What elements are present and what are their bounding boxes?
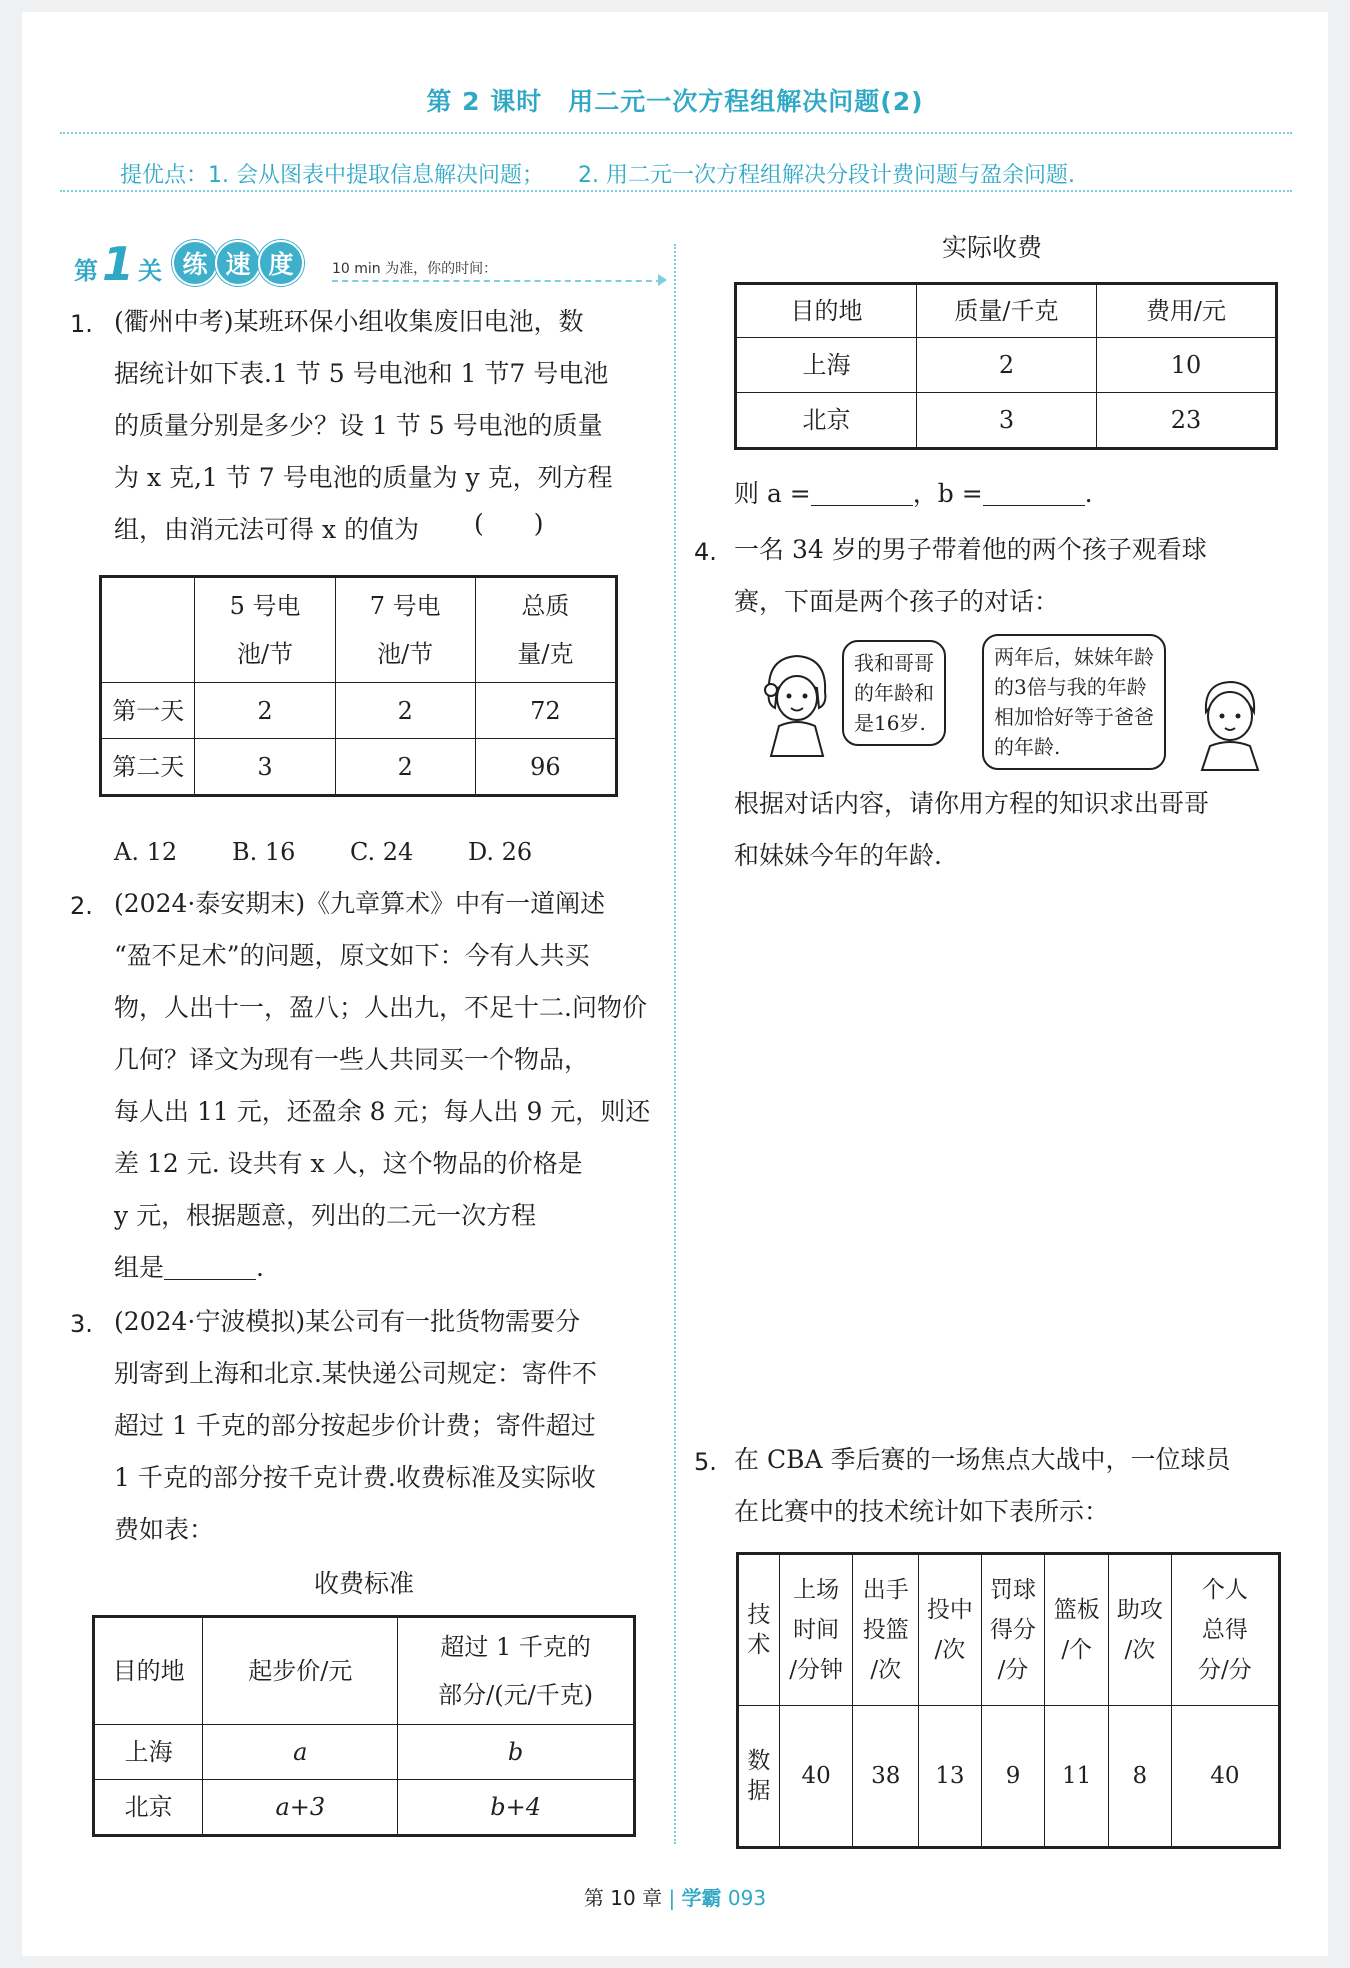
question-number: 2. xyxy=(70,892,93,920)
answer-blank-b[interactable] xyxy=(983,475,1085,506)
workbook-page xyxy=(22,12,1328,1956)
table-cell: 40 xyxy=(779,1706,853,1848)
question-number: 5. xyxy=(694,1448,717,1476)
choice-c[interactable]: C. 24 xyxy=(350,838,414,866)
table-cell: 上海 xyxy=(94,1725,203,1780)
table-cell: 2 xyxy=(335,739,475,796)
q2-line: (2024·泰安期末)《九章算术》中有一道阐述 xyxy=(114,889,606,918)
battery-table xyxy=(99,575,618,797)
table-header-cell: 总质 量/克 xyxy=(475,577,616,683)
q1-line: 的质量分别是多少？设 1 节 5 号电池的质量 xyxy=(114,411,603,440)
choice-d[interactable]: D. 26 xyxy=(468,838,533,866)
q3-line: (2024·宁波模拟)某公司有一批货物需要分 xyxy=(114,1307,581,1336)
table-cell: 72 xyxy=(475,683,616,739)
table-cell: 2 xyxy=(335,683,475,739)
q3-answer-line: 则 a = ，b = . xyxy=(734,474,1093,510)
q1-line: 据统计如下表.1 节 5 号电池和 1 节7 号电池 xyxy=(114,359,609,388)
q1-line: 为 x 克,1 节 7 号电池的质量为 y 克，列方程 xyxy=(114,463,613,492)
table-header-cell: 目的地 xyxy=(94,1617,203,1725)
question-3-text xyxy=(114,1296,597,1556)
table-header-cell: 助攻 /次 xyxy=(1109,1554,1172,1706)
table-cell: 11 xyxy=(1045,1706,1109,1848)
table-row xyxy=(736,338,1277,393)
arrow-right-icon xyxy=(658,274,667,286)
q4-ask-line: 根据对话内容，请你用方程的知识求出哥哥 xyxy=(734,789,1210,818)
table-cell: a+3 xyxy=(203,1780,398,1836)
question-5-text xyxy=(734,1434,1230,1538)
table-header-cell: 起步价/元 xyxy=(203,1617,398,1725)
table-header-cell: 上场 时间 /分钟 xyxy=(779,1554,853,1706)
table-cell: 38 xyxy=(853,1706,919,1848)
table-cell: 3 xyxy=(916,393,1096,449)
table-cell: 第一天 xyxy=(101,683,195,739)
girl-illustration xyxy=(757,648,837,758)
table-row xyxy=(101,739,617,796)
footer-chapter: 第 10 章 xyxy=(583,1886,663,1910)
standard-caption: 收费标准 xyxy=(313,1569,414,1598)
girl-speech-bubble: 我和哥哥 的年龄和 是16岁. xyxy=(842,640,946,746)
table-header-cell: 超过 1 千克的 部分/(元/千克) xyxy=(398,1617,635,1725)
table-header-cell: 篮板 /个 xyxy=(1045,1554,1109,1706)
table-cell: a xyxy=(203,1725,398,1780)
q3-line: 费如表： xyxy=(114,1515,215,1544)
table-header-cell: 技 术 xyxy=(738,1554,780,1706)
table-header-cell: 目的地 xyxy=(736,284,917,338)
table-header-cell: 质量/千克 xyxy=(916,284,1096,338)
choice-a[interactable]: A. 12 xyxy=(114,838,178,866)
table-header-cell: 罚球 得分 /分 xyxy=(981,1554,1045,1706)
q4-line: 一名 34 岁的男子带着他的两个孩子观看球 xyxy=(734,535,1207,564)
q3-line: 超过 1 千克的部分按起步价计费；寄件超过 xyxy=(114,1411,596,1440)
table-cell: 2 xyxy=(916,338,1096,393)
boy-speech-bubble: 两年后，妹妹年龄 的3倍与我的年龄 相加恰好等于爸爸 的年龄. xyxy=(982,634,1166,770)
q2-line: y 元，根据题意，列出的二元一次方程 xyxy=(114,1201,537,1230)
q3-line: 1 千克的部分按千克计费.收费标准及实际收 xyxy=(114,1463,596,1492)
timing-note: 10 min 为准，你的时间： xyxy=(332,261,498,277)
q3-line: 别寄到上海和北京.某快递公司规定：寄件不 xyxy=(114,1359,597,1388)
standard-fee-table xyxy=(92,1615,636,1837)
page-footer: 第 10 章 | 学霸 093 xyxy=(583,1886,767,1910)
header-divider xyxy=(60,132,1292,134)
table-header-cell: 7 号电 池/节 xyxy=(335,577,475,683)
table-header-cell: 5 号电 池/节 xyxy=(195,577,335,683)
q2-line: 差 12 元. 设共有 x 人，这个物品的价格是 xyxy=(114,1149,583,1178)
improve-point-2: 2. 用二元一次方程组解决分段计费问题与盈余问题. xyxy=(578,163,1075,188)
table-cell: 北京 xyxy=(94,1780,203,1836)
q1-line: (衢州中考)某班环保小组收集废旧电池，数 xyxy=(114,307,584,336)
footer-brand: 学霸 xyxy=(681,1886,722,1910)
table-header-row xyxy=(736,284,1277,338)
actual-fee-table xyxy=(734,282,1278,450)
question-2-text xyxy=(114,878,650,1294)
table-header-row xyxy=(738,1554,1280,1706)
page-number: 093 xyxy=(727,1886,767,1910)
question-number: 3. xyxy=(70,1310,93,1338)
table-header-cell: 个人 总得 分/分 xyxy=(1171,1554,1279,1706)
table-cell: 8 xyxy=(1109,1706,1172,1848)
stage-title-char: 练 xyxy=(172,240,218,286)
q2-line: 几何？译文为现有一些人共同买一个物品， xyxy=(114,1045,590,1074)
improve-points-label: 提优点： xyxy=(120,163,209,188)
table-header-cell: 费用/元 xyxy=(1096,284,1276,338)
table-cell: 40 xyxy=(1171,1706,1279,1848)
question-number: 4. xyxy=(694,538,717,566)
stage-label xyxy=(74,237,301,291)
actual-caption: 实际收费 xyxy=(941,233,1042,262)
q2-line: 每人出 11 元，还盈余 8 元；每人出 9 元，则还 xyxy=(114,1097,651,1126)
table-cell: 23 xyxy=(1096,393,1276,449)
points-divider xyxy=(60,190,1292,192)
improve-points xyxy=(120,158,1075,189)
table-cell: 10 xyxy=(1096,338,1276,393)
table-cell: 北京 xyxy=(736,393,917,449)
table-row xyxy=(736,393,1277,449)
q4-ask-line: 和妹妹今年的年龄. xyxy=(734,841,942,870)
q1-line: 组，由消元法可得 x 的值为 xyxy=(114,515,419,544)
improve-point-1: 1. 会从图表中提取信息解决问题； xyxy=(208,163,545,188)
q2-line: “盈不足术”的问题，原文如下：今有人共买 xyxy=(114,941,590,970)
q2-line: 组是 . xyxy=(114,1242,650,1294)
stage-number: 1 xyxy=(102,237,135,291)
table-header-row xyxy=(101,577,617,683)
table-row xyxy=(94,1725,635,1780)
question-number: 1. xyxy=(70,310,93,338)
player-stats-table xyxy=(736,1552,1281,1849)
table-header-cell xyxy=(101,577,195,683)
stage-suffix: 关 xyxy=(138,257,163,285)
q5-line: 在比赛中的技术统计如下表所示： xyxy=(734,1497,1110,1526)
choice-b[interactable]: B. 16 xyxy=(232,838,296,866)
table-row xyxy=(101,683,617,739)
question-4-text xyxy=(734,524,1207,628)
q2-line: 物，人出十一，盈八；人出九，不足十二.问物价 xyxy=(114,993,647,1022)
table-row xyxy=(738,1706,1280,1848)
choices xyxy=(114,838,586,866)
answer-parentheses: ( ) xyxy=(474,509,544,538)
q5-line: 在 CBA 季后赛的一场焦点大战中，一位球员 xyxy=(734,1445,1231,1474)
table-cell: 13 xyxy=(919,1706,982,1848)
table-cell: 上海 xyxy=(736,338,917,393)
timing-line xyxy=(332,280,662,282)
stage-title-char: 速 xyxy=(215,240,261,286)
table-cell: 96 xyxy=(475,739,616,796)
table-header-row xyxy=(94,1617,635,1725)
table-cell: 2 xyxy=(195,683,335,739)
stage-prefix: 第 xyxy=(74,257,98,285)
boy-illustration xyxy=(1190,672,1270,772)
table-cell: 数 据 xyxy=(738,1706,780,1848)
table-header-cell: 投中 /次 xyxy=(919,1554,982,1706)
table-cell: 第二天 xyxy=(101,739,195,796)
table-cell: b+4 xyxy=(398,1780,635,1836)
table-row xyxy=(94,1780,635,1836)
column-divider xyxy=(674,244,676,1844)
table-header-cell: 出手 投篮 /次 xyxy=(853,1554,919,1706)
question-4-ask xyxy=(734,778,1209,882)
answer-blank[interactable] xyxy=(164,1249,256,1280)
q4-line: 赛，下面是两个孩子的对话： xyxy=(734,587,1060,616)
table-cell: 9 xyxy=(981,1706,1045,1848)
table-cell: 3 xyxy=(195,739,335,796)
stage-title-char: 度 xyxy=(258,240,304,286)
lesson-title: 第 2 课时 用二元一次方程组解决问题(2) xyxy=(426,87,924,116)
table-cell: b xyxy=(398,1725,635,1780)
answer-blank-a[interactable] xyxy=(811,475,913,506)
